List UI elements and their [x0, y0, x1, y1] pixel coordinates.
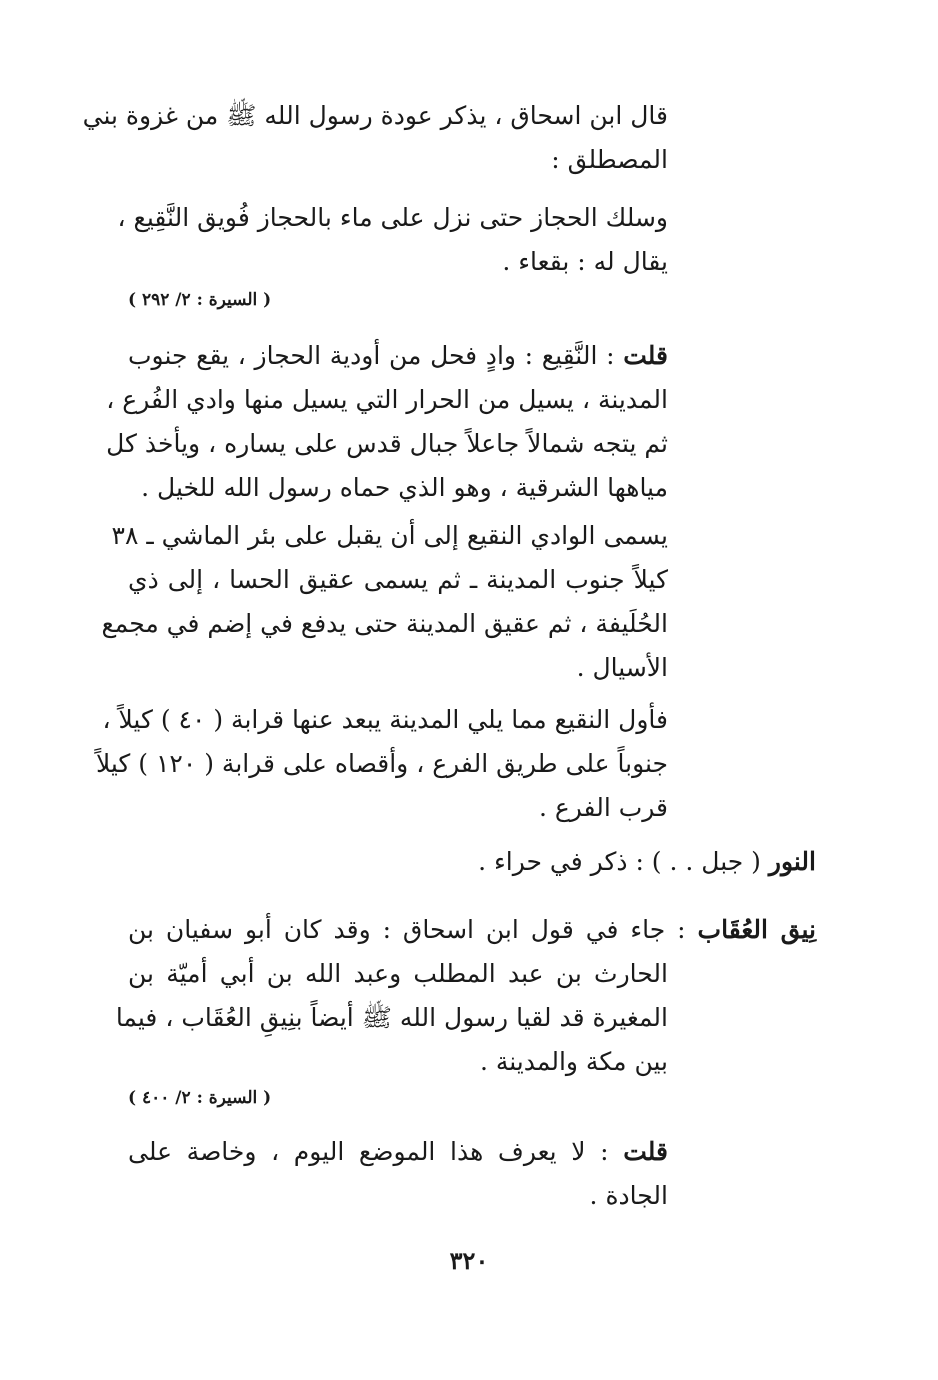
source-1-text: ( السيرة : ٢/ ٢٩٢ ): [128, 290, 272, 310]
para2-line-2: كيلاً جنوب المدينة ـ ثم يسمى عقيق الحسا ، إلى ذي: [128, 565, 668, 594]
para2-line-4: الأسيال .: [576, 653, 668, 682]
niq-term: نِيق العُقَاب: [697, 915, 817, 944]
note2-line-1: [128, 1130, 668, 1174]
para3-line-3: قرب الفرع .: [538, 793, 668, 822]
intro-line-1: قال ابن اسحاق ، يذكر عودة رسول الله ﷺ من غزوة بني: [82, 101, 668, 130]
source-citation-2: [128, 1086, 668, 1110]
niq-line-2: الحارث بن عبد المطلب وعبد الله بن أبي أميّة بن: [128, 959, 668, 988]
para2-line-3: الحُلَيفة ، ثم عقيق المدينة حتى يدفع في إضم في مجمع: [101, 609, 668, 638]
niq-line-1-text: : جاء في قول ابن اسحاق : وقد كان أبو سفيان بن: [128, 915, 698, 944]
paragraph-2: [101, 514, 668, 690]
page-number: ٣٢٠: [449, 1246, 489, 1275]
sira-quote-1: [117, 196, 668, 284]
noor-line: [128, 840, 816, 884]
intro-paragraph: [82, 94, 668, 182]
entry-niq-al-uqab: [128, 908, 816, 952]
quote1-line-1: وسلك الحجاز حتى نزل على ماء بالحجاز فُويق النَّقِيع ،: [117, 203, 668, 232]
para2-line-1: يسمى الوادي النقيع إلى أن يقبل على بئر الماشي ـ ٣٨: [111, 521, 668, 550]
note1-line-3: ثم يتجه شمالاً جاعلاً جبال قدس على يساره ، ويأخذ كل: [106, 429, 668, 458]
entry-niq-continuation: [115, 952, 668, 1084]
note2-label: قلت: [623, 1137, 668, 1166]
noor-definition: ( جبل . . ) : ذكر في حراء .: [478, 847, 769, 876]
noor-term: النور: [768, 847, 816, 876]
intro-line-2: المصطلق :: [551, 145, 668, 174]
note-paragraph-2: [128, 1130, 668, 1218]
note1-line-2: المدينة ، يسيل من الحرار التي يسيل منها وادي الفُرع ،: [106, 385, 668, 414]
niq-line-1: [128, 908, 816, 952]
note2-line-1-text: : لا يعرف هذا الموضع اليوم ، وخاصة على: [128, 1137, 624, 1166]
quote1-line-2: يقال له : بقعاء .: [502, 247, 668, 276]
note1-label: قلت: [623, 341, 668, 370]
source-2-text: ( السيرة : ٢/ ٤٠٠ ): [128, 1088, 272, 1108]
para3-line-2: جنوباً على طريق الفرع ، وأقصاه على قرابة ( ١٢٠ ) كيلاً: [95, 749, 668, 778]
niq-line-4: بين مكة والمدينة .: [479, 1047, 668, 1076]
note-paragraph-1: [106, 334, 668, 510]
paragraph-3: [95, 698, 668, 830]
note1-line-4: مياهها الشرقية ، وهو الذي حماه رسول الله للخيل .: [141, 473, 668, 502]
niq-line-3: المغيرة قد لقيا رسول الله ﷺ أيضاً بنِيقِ العُقَاب ، فيما: [115, 1003, 668, 1032]
note2-line-2: الجادة .: [589, 1181, 668, 1210]
source-citation-1: [128, 288, 668, 312]
entry-al-noor: [128, 840, 816, 884]
note1-line-1: [128, 334, 668, 378]
para3-line-1: فأول النقيع مما يلي المدينة يبعد عنها قرابة ( ٤٠ ) كيلاً ،: [102, 705, 668, 734]
note1-line-1-text: : النَّقِيع : وادٍ فحل من أودية الحجاز ، يقع جنوب: [128, 341, 624, 370]
